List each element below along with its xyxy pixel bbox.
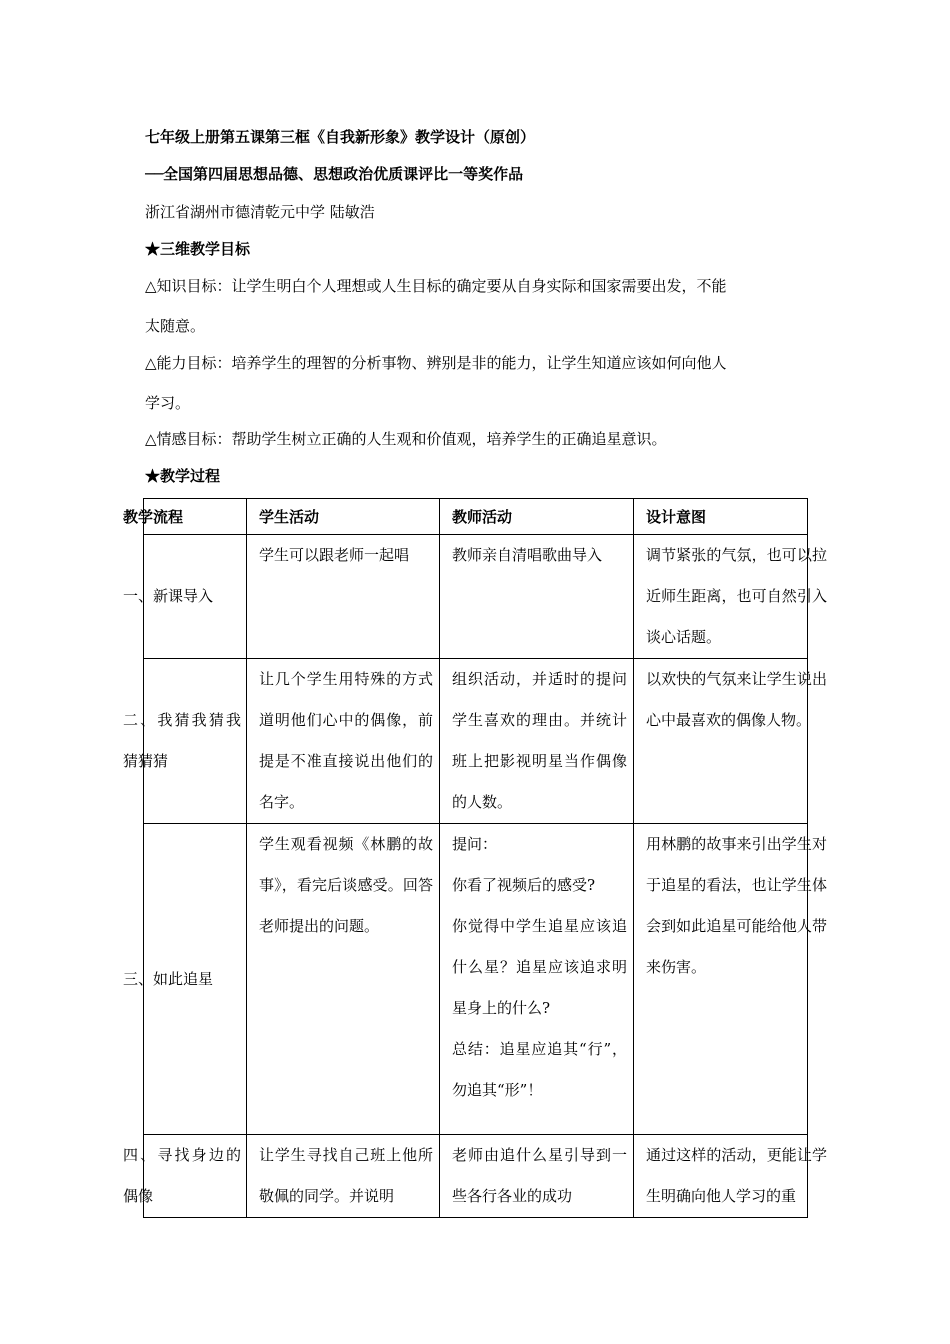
section-goals-heading: ★三维教学目标 bbox=[145, 240, 251, 258]
row3-teacher-line: 你觉得中学生追星应该追什么星？追星应该追求明星身上的什么? bbox=[452, 917, 627, 1017]
ability-goal-line2: 学习。 bbox=[145, 394, 191, 412]
table-row bbox=[144, 659, 808, 824]
header-intent: 设计意图 bbox=[634, 499, 808, 535]
row3-teacher bbox=[440, 824, 634, 1135]
table-row bbox=[144, 1135, 808, 1218]
row2-teacher: 组织活动，并适时的提问学生喜欢的理由。并统计班上把影视明星当作偶像的人数。 bbox=[440, 659, 634, 824]
row4-flow: 四、寻找身边的偶像 bbox=[144, 1135, 247, 1218]
table-row bbox=[144, 824, 808, 1135]
row1-intent: 调节紧张的气氛，也可以拉近师生距离，也可自然引入谈心话题。 bbox=[634, 535, 808, 659]
row4-student: 让学生寻找自己班上他所敬佩的同学。并说明 bbox=[247, 1135, 440, 1218]
row4-teacher: 老师由追什么星引导到一些各行各业的成功 bbox=[440, 1135, 634, 1218]
row2-intent: 以欢快的气氛来让学生说出心中最喜欢的偶像人物。 bbox=[634, 659, 808, 824]
row1-student: 学生可以跟老师一起唱 bbox=[247, 535, 440, 659]
emotion-goal: △情感目标：帮助学生树立正确的人生观和价值观，培养学生的正确追星意识。 bbox=[145, 430, 667, 448]
row3-student: 学生观看视频《林鹏的故事》，看完后谈感受。回答老师提出的问题。 bbox=[247, 824, 440, 1135]
row4-intent: 通过这样的活动，更能让学生明确向他人学习的重 bbox=[634, 1135, 808, 1218]
row3-flow: 三、如此追星 bbox=[144, 824, 247, 1135]
section-process-heading: ★教学过程 bbox=[145, 467, 221, 485]
document-title: 七年级上册第五课第三框《自我新形象》教学设计（原创） bbox=[145, 128, 536, 146]
row1-flow: 一、新课导入 bbox=[144, 535, 247, 659]
row2-flow: 二、我猜我猜我猜猜猜 bbox=[144, 659, 247, 824]
row1-teacher: 教师亲自清唱歌曲导入 bbox=[440, 535, 634, 659]
author-line: 浙江省湖州市德清乾元中学 陆敏浩 bbox=[145, 203, 375, 221]
row3-intent: 用林鹏的故事来引出学生对于追星的看法，也让学生体会到如此追星可能给他人带来伤害。 bbox=[634, 824, 808, 1135]
header-teacher: 教师活动 bbox=[440, 499, 634, 535]
knowledge-goal-line1: △知识目标：让学生明白个人理想或人生目标的确定要从自身实际和国家需要出发，不能 bbox=[145, 277, 727, 295]
row3-teacher-line: 总结：追星应追其“行”，勿追其“形”！ bbox=[452, 1040, 627, 1099]
row3-teacher-line: 提问： bbox=[452, 835, 498, 853]
row3-teacher-line: 你看了视频后的感受? bbox=[452, 876, 596, 894]
teaching-process-table bbox=[123, 498, 827, 1218]
ability-goal-line1: △能力目标：培养学生的理智的分析事物、辨别是非的能力，让学生知道应该如何向他人 bbox=[145, 354, 727, 372]
row2-student: 让几个学生用特殊的方式道明他们心中的偶像，前提是不准直接说出他们的名字。 bbox=[247, 659, 440, 824]
header-flow: 教学流程 bbox=[144, 499, 247, 535]
knowledge-goal-line2: 太随意。 bbox=[145, 317, 206, 335]
header-student: 学生活动 bbox=[247, 499, 440, 535]
table-row bbox=[144, 535, 808, 659]
document-subtitle: ──全国第四届思想品德、思想政治优质课评比一等奖作品 bbox=[145, 165, 524, 183]
table-header-row bbox=[144, 499, 808, 535]
